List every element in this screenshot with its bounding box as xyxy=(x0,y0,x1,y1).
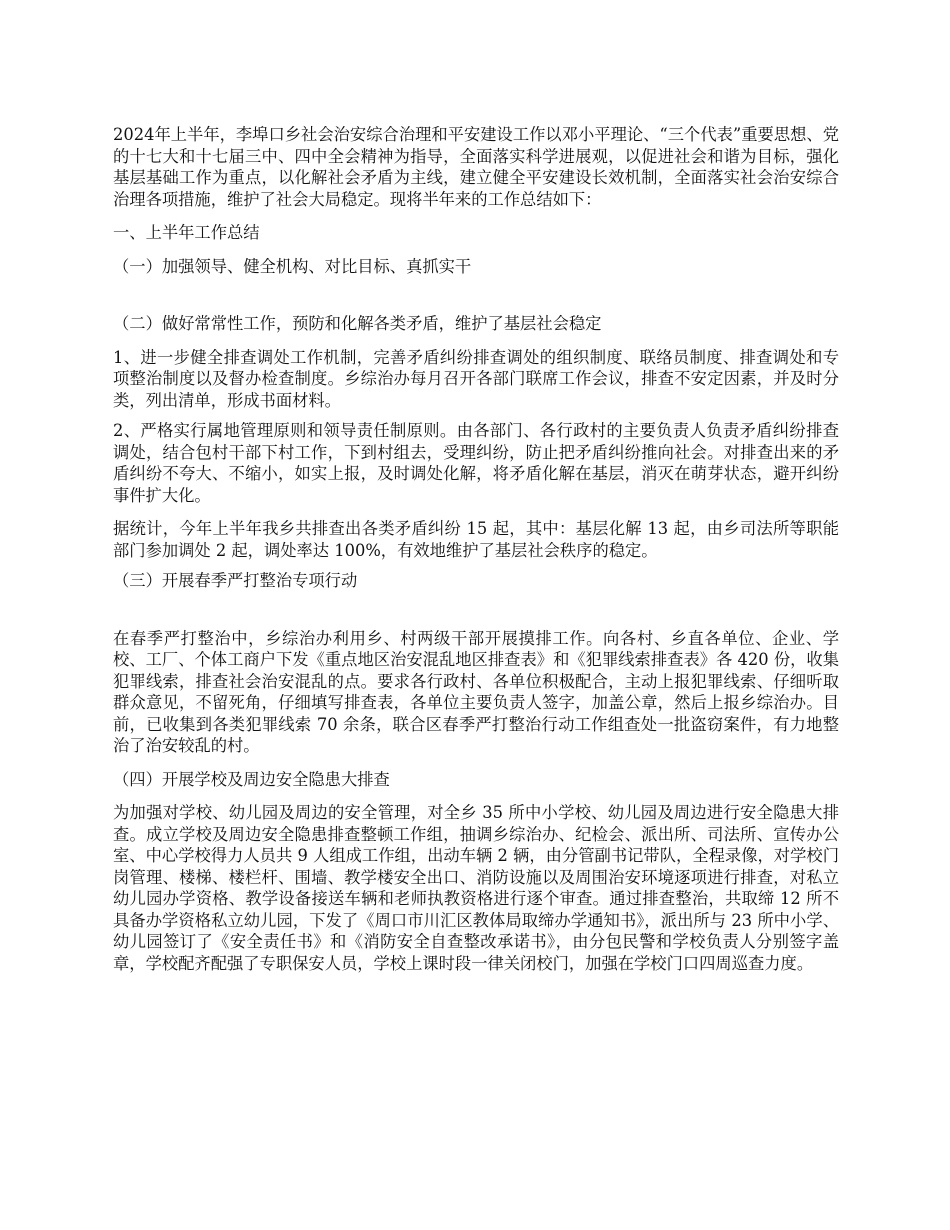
section-heading-summary: 一、上半年工作总结 xyxy=(113,223,260,242)
paragraph-4-1: 为加强对学校、幼儿园及周边的安全管理，对全乡 35 所中小学校、幼儿园及周边进行安全隐患大排查。成立学校及周边安全隐患排查整顿工作组，抽调乡综治办、纪检会、派出所、司法所、宣传办公室、中心学校得力人员共 9 人组成工作组，出动车辆 2 辆，由分管副书记带队，全程录像，对学校门岗管理、楼梯、楼栏杆、围墙、教学楼安全出口、消防设施以及周围治安环境逐项进行排查，对私立幼儿园办学资格、教学设备接送车辆和老师执教资格进行逐个审查。通过排查整治，共取缔 12 所不具备办学资格私立幼儿园，下发了《周口市川汇区教体局取缔办学通知书》，派出所与 23 所中小学、幼儿园签订了《安全责任书》和《消防安全自查整改承诺书》，由分包民警和学校负责人分别签字盖章，学校配齐配强了专职保安人员，学校上课时段一律关闭校门，加强在学校门口四周巡查力度。 xyxy=(113,803,839,973)
paragraph-2-3: 据统计，今年上半年我乡共排查出各类矛盾纠纷 15 起，其中：基层化解 13 起，由乡司法所等职能部门参加调处 2 起，调处率达 100%，有效地维护了基层社会秩序的稳定。 xyxy=(113,519,839,560)
subsection-heading-4: （四）开展学校及周边安全隐患大排查 xyxy=(113,769,390,789)
intro-paragraph: 2024年上半年，李埠口乡社会治安综合治理和平安建设工作以邓小平理论、“三个代表”重要思想、党的十七大和十七届三中、四中全会精神为指导，全面落实科学进展观，以促进社会和谐为目标，强化基层基础工作为重点，以化解社会矛盾为主线，建立健全平安建设长效机制，全面落实社会治安综合治理各项措施，维护了社会大局稳定。现将半年来的工作总结如下： xyxy=(113,125,839,209)
subsection-heading-3: （三）开展春季严打整治专项行动 xyxy=(113,571,358,590)
subsection-heading-2: （二）做好常常性工作，预防和化解各类矛盾，维护了基层社会稳定 xyxy=(113,314,602,333)
subsection-heading-1: （一）加强领导、健全机构、对比目标、真抓实干 xyxy=(113,256,472,276)
paragraph-2-1: 1、进一步健全排查调处工作机制，完善矛盾纠纷排查调处的组织制度、联络员制度、排查调处和专项整治制度以及督办检查制度。乡综治办每月召开各部门联席工作会议，排查不安定因素，并及时分类，列出清单，形成书面材料。 xyxy=(113,347,839,410)
paragraph-2-2: 2、严格实行属地管理原则和领导责任制原则。由各部门、各行政村的主要负责人负责矛盾纠纷排查调处，结合包村干部下村工作，下到村组去，受理纠纷，防止把矛盾纠纷推向社会。对排查出来的矛盾纠纷不夸大、不缩小，如实上报，及时调处化解，将矛盾化解在基层，消灭在萌芽状态，避开纠纷事件扩大化。 xyxy=(113,421,839,505)
document-body xyxy=(113,124,839,974)
paragraph-3-1: 在春季严打整治中，乡综治办利用乡、村两级干部开展摸排工作。向各村、乡直各单位、企业、学校、工厂、个体工商户下发《重点地区治安混乱地区排查表》和《犯罪线索排查表》各 420 份，收集犯罪线索，排查社会治安混乱的点。要求各行政村、各单位积极配合，主动上报犯罪线索、仔细听取群众意见，不留死角，仔细填写排查表，各单位主要负责人签字，加盖公章，然后上报乡综治办。目前，已收集到各类犯罪线索 70 余条，联合区春季严打整治行动工作组查处一批盗窃案件，有力地整治了治安较乱的村。 xyxy=(113,628,839,755)
